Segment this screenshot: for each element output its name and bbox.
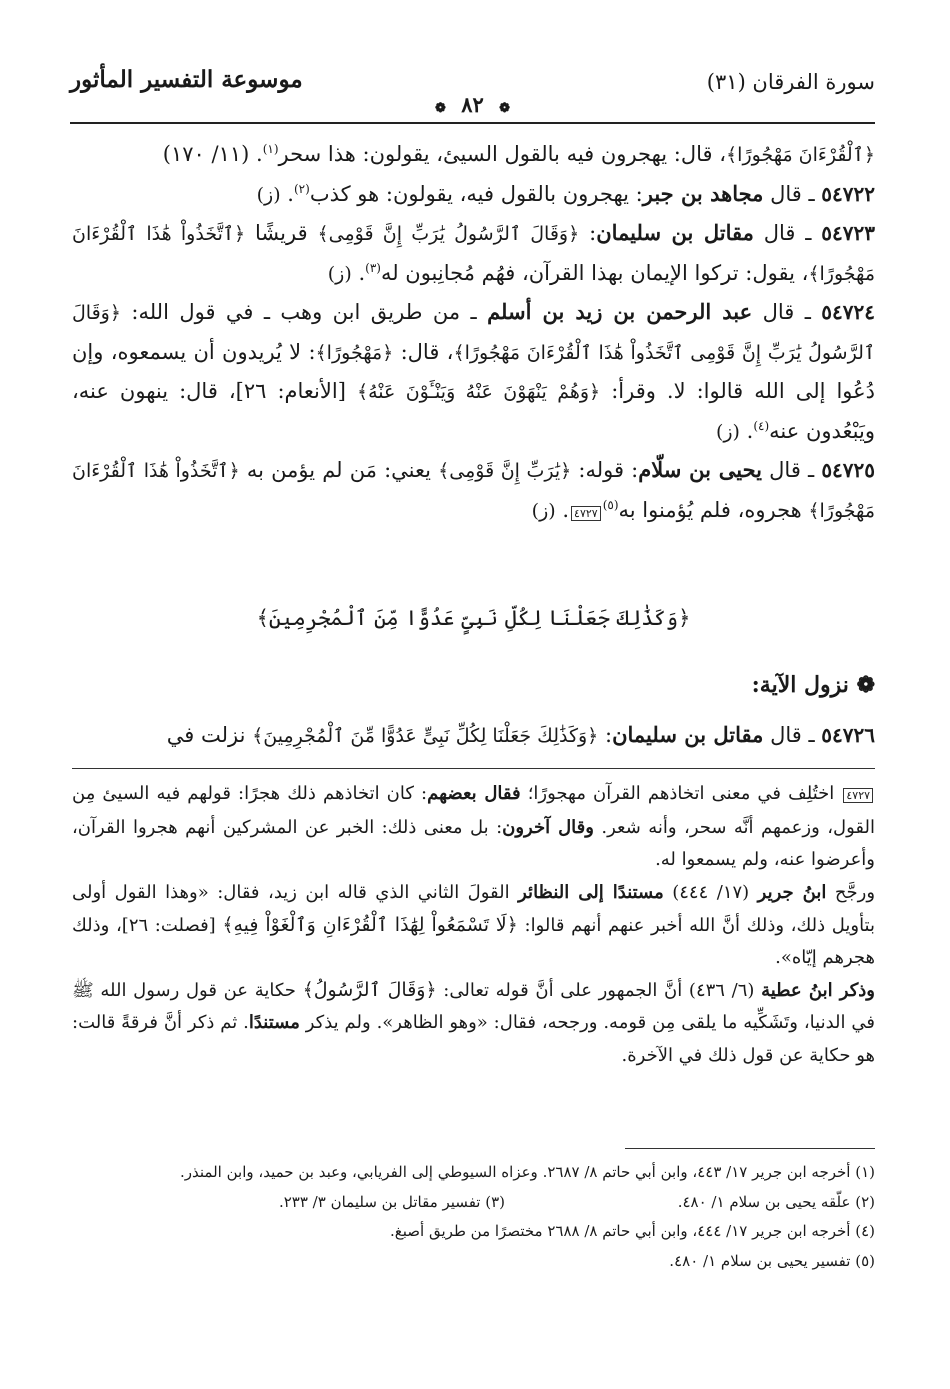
note-paragraph	[72, 974, 875, 1072]
note-text: (٦/ ٤٣٦) أنَّ الجمهور على أنَّ قوله تعالى:	[436, 980, 762, 1002]
footnote-marker: (٤)	[753, 418, 770, 433]
ornament-icon: ❁	[435, 101, 446, 116]
narration-54723	[72, 214, 875, 293]
narration-54725	[72, 451, 875, 533]
quran-quote: ﴿وَكَذَٰلِكَ جَعَلْنَا لِكُلِّ نَبِىٍّ عَدُوًّا مِّنَ ٱلْمُجْرِمِينَ﴾	[252, 725, 599, 747]
narrator-name: عبد الرحمن بن زيد بن أسلم	[487, 299, 753, 324]
footnote-marker: (٢)	[293, 181, 310, 196]
paragraph-text: ، قال: يهجرون فيه بالقول السيئ، يقولون: هذا سحر	[278, 142, 727, 166]
quran-quote: ﴿وَقَالَ ٱلرَّسُولُ يَٰرَبِّ إِنَّ قَوْمِى ٱتَّخَذُواْ هَٰذَا ٱلْقُرْءَانَ مَهْجُورًا﴾	[72, 302, 875, 364]
note-paragraph	[72, 877, 875, 975]
zay-marker: (ز)	[327, 262, 352, 285]
paragraph-text: :	[598, 723, 613, 747]
note-text: : كان اتخاذهم ذلك هجرًا: قولهم فيه السيئ مِن القول، وزعمهم أنَّه سحر، وأنه شعر.	[72, 783, 875, 839]
narration-54726	[72, 716, 875, 755]
paragraph-text: ـ من طريق ابن وهب ـ في قول الله:	[120, 300, 488, 324]
paragraph-text: [الأنعام: ٢٦]، قال: ينهون عنه، ويَبْعُدون عنه	[72, 379, 875, 443]
note-text: : بل معنى ذلك: الخبر عن المشركين أنهم هجروا القرآن، وأعرضوا عنه، ولم يسمعوا له.	[72, 817, 875, 871]
note-text: حكاية عن قول رسول الله ﷺ في الدنيا، وتَشَكِّيه ما يلقى مِن قومه. ورجحه، فقال: «وهو الظاهر». ولم يذكر	[72, 980, 875, 1034]
note-bold: وذكر ابنُ عطية	[761, 980, 875, 1002]
paragraph-text: .	[280, 181, 294, 206]
narrator-name: يحيى بن سلّام	[638, 457, 763, 482]
header-divider	[70, 122, 875, 124]
footnotes	[72, 1158, 875, 1276]
paragraph-continuation	[72, 135, 875, 175]
narration-number: ٥٤٧٢٥	[821, 458, 876, 482]
page-header	[70, 58, 875, 118]
paragraph-text: .	[555, 497, 570, 522]
cross-reference-code: ٤٧٢٧	[843, 788, 873, 803]
narration-number: ٥٤٧٢٤	[821, 300, 875, 324]
footnote-marker: (٥)	[602, 497, 619, 512]
footnote-pair	[72, 1188, 875, 1218]
footnote-marker: (٣)	[365, 260, 381, 275]
cross-reference-code: ٤٧٢٧	[571, 506, 601, 521]
paragraph-text: : يهجرون بالقول فيه، يقولون: هو كذب	[309, 181, 643, 206]
note-bold: مستندًا	[248, 1012, 300, 1034]
paragraph-text: : لا يُريدون أن يسمعوه، وإن دُعُوا إلى الله قالوا: لا. وقرأ:	[72, 339, 876, 403]
note-text: القولَ الثاني الذي قاله ابن زيد، فقال: «وهذا القول أولى بتأويل ذلك، وذلك أنَّ الله أخبر عنهم أنهم قالوا:	[72, 881, 875, 936]
main-text	[72, 135, 875, 533]
note-bold: ابنُ جرير	[757, 881, 827, 903]
paragraph-text: :	[579, 221, 597, 245]
footnote: (٣) تفسير مقاتل بن سليمان ٣/ ٢٣٣.	[278, 1192, 505, 1211]
note-text: ورجَّح	[826, 881, 876, 903]
quran-quote: ﴿ٱتَّخَذُواْ هَٰذَا ٱلْقُرْءَانَ مَهْجُورًا﴾	[72, 460, 875, 522]
paragraph-text: ـ قال	[752, 300, 822, 324]
quran-quote: ﴿مَهْجُورًا﴾	[315, 341, 394, 364]
narration-54722	[72, 175, 875, 215]
surah-header: سورة الفرقان (٣١)	[706, 70, 875, 94]
zay-marker: (ز)	[715, 420, 740, 443]
flower-icon: ❁	[856, 672, 875, 698]
page-number: ٨٢	[461, 92, 484, 117]
note-text: . ثم ذكر أنَّ فرقةً قالت: هو حكاية عن قول ذلك في الآخرة.	[72, 1012, 875, 1066]
narrator-name: مجاهد بن جبر	[642, 180, 764, 206]
paragraph-text: هجروه، فلم يُؤمنوا به	[618, 497, 809, 522]
paragraph-text: ـ قال	[763, 723, 822, 747]
page-number-row	[70, 92, 875, 117]
verse-heading: ﴿وَكَذَٰلِكَ جَعَلْنَا لِكُلِّ نَبِىٍّ عَدُوًّا مِّنَ ٱلْمُجْرِمِينَ﴾	[256, 606, 691, 630]
paragraph-text: : قوله:	[571, 458, 639, 482]
note-bold: وقال آخرون	[502, 817, 594, 839]
paragraph-text: ـ قال	[753, 221, 822, 245]
paragraph-text: .	[351, 260, 366, 285]
narrator-name: مقاتل بن سليمان	[612, 722, 764, 747]
paragraph-text: ـ قال	[763, 181, 822, 206]
book-title-header: موسوعة التفسير المأثور	[70, 66, 303, 93]
footnote: (٢) علّقه يحيى بن سلام ١/ ٤٨٠.	[677, 1192, 875, 1211]
note-text: [فصلت: ٢٦]، وذلك هجرهم إيّاه».	[72, 914, 875, 969]
note-bold: فقال بعضهم	[427, 783, 521, 804]
paragraph-text: نزلت في	[166, 723, 253, 747]
quran-quote: ﴿وَقَالَ ٱلرَّسُولُ يَٰرَبِّ إِنَّ قَوْمِى﴾	[317, 223, 580, 245]
narration-54724	[72, 293, 875, 451]
section-title: نزول الآية:	[751, 672, 849, 698]
quran-quote: ﴿وَهُمْ يَنْهَوْنَ عَنْهُ وَيَنْـَٔوْنَ عَنْهُ﴾	[356, 381, 601, 403]
quran-quote: ﴿ٱلْقُرْءَانَ مَهْجُورًا﴾	[726, 144, 875, 166]
quran-quote: ﴿يَٰرَبِّ إِنَّ قَوْمِى﴾	[438, 460, 572, 482]
note-text: (١٧/ ٤٤٤)	[663, 881, 758, 903]
footnote: (١) أخرجه ابن جرير ١٧/ ٤٤٣، وابن أبي حاتم ٨/ ٢٦٨٧. وعزاه السيوطي إلى الفريابي، وعبد بن حميد، وابن المنذر.	[180, 1163, 875, 1181]
notes-divider	[72, 768, 875, 769]
zay-marker: (ز)	[256, 183, 281, 206]
narration-number: ٥٤٧٢٢	[821, 181, 875, 206]
quran-quote: ﴿وَقَالَ ٱلرَّسُولُ﴾	[302, 979, 437, 1002]
paragraph-text: ، يقول: تركوا الإيمان بهذا القرآن، فهُم مُجانِبون له	[380, 260, 809, 285]
note-bold: مستندًا إلى النظائر	[518, 881, 664, 903]
paragraph-text: قريشًا	[245, 221, 318, 245]
paragraph-text: ـ قال	[762, 458, 822, 482]
section-heading	[72, 672, 875, 698]
commentary-notes	[72, 778, 875, 1072]
narration-number: ٥٤٧٢٣	[821, 221, 876, 245]
quran-quote: ﴿لَا تَسْمَعُواْ لِهَٰذَا ٱلْقُرْءَانِ وَٱلْغَوْاْ فِيهِ﴾	[222, 913, 518, 936]
quran-quote: ﴿ٱتَّخَذُواْ هَٰذَا ٱلْقُرْءَانَ مَهْجُورًا﴾	[72, 223, 875, 285]
paragraph-text: يعني: مَن لم يؤمن به	[239, 458, 439, 482]
paragraph-text: ، قال:	[393, 339, 454, 364]
footnotes-divider	[625, 1148, 875, 1149]
narrator-name: مقاتل بن سليمان	[596, 220, 754, 245]
paragraph-text: .	[739, 418, 754, 443]
note-text: اختُلِف في معنى اتخاذهم القرآن مهجورًا؛	[520, 783, 842, 804]
note-paragraph	[72, 778, 875, 877]
footnote-marker: (١)	[262, 142, 279, 156]
footnote: (٥) تفسير يحيى بن سلام ١/ ٤٨٠.	[669, 1251, 875, 1270]
zay-marker: (ز)	[531, 499, 556, 522]
footnote: (٤) أخرجه ابن جرير ١٧/ ٤٤٤، وابن أبي حاتم ٨/ ٢٦٨٨ مختصرًا من طريق أصبغ.	[390, 1222, 875, 1240]
ornament-icon: ❁	[499, 101, 510, 116]
narration-number: ٥٤٧٢٦	[821, 723, 875, 747]
volume-reference: . (١١/ ١٧٠)	[162, 142, 263, 166]
